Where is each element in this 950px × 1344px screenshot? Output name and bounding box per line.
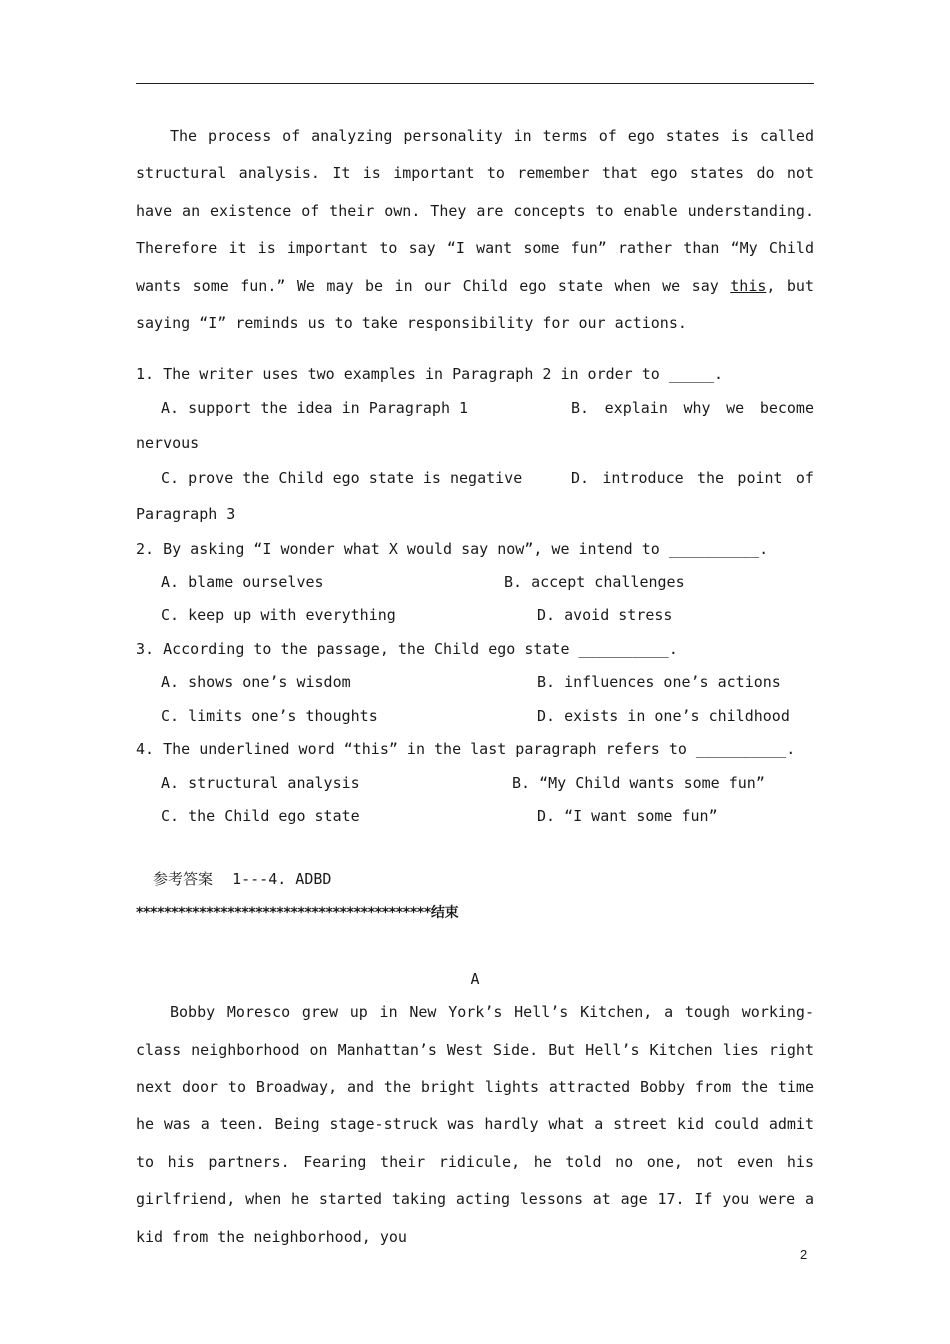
q2-option-d: D. avoid stress xyxy=(537,606,673,625)
q4-option-c: C. the Child ego state xyxy=(161,806,360,825)
q3-option-d: D. exists in one’s childhood xyxy=(537,706,790,725)
q3-option-a: A. shows one’s wisdom xyxy=(161,673,351,692)
answer-key xyxy=(136,863,814,896)
question-3-stem: 3. According to the passage, the Child ego state __________. xyxy=(136,639,678,658)
question-1-stem: 1. The writer uses two examples in Paragraph 2 in order to _____. xyxy=(136,365,723,384)
question-4-row-cd xyxy=(136,800,814,833)
q4-option-b: B. “My Child wants some fun” xyxy=(512,773,765,792)
question-1-row-cd xyxy=(136,462,814,495)
q1-option-d-wrap: Paragraph 3 xyxy=(136,504,236,523)
passage-title: A xyxy=(470,970,480,989)
q3-option-c: C. limits one’s thoughts xyxy=(161,706,378,725)
question-list xyxy=(136,358,814,833)
question-1-row-ab xyxy=(136,392,814,425)
q2-option-a: A. blame ourselves xyxy=(161,573,324,592)
document-page xyxy=(136,118,814,1256)
answer-key-value: 1---4. ADBD xyxy=(232,870,332,889)
q1-option-a: A. support the idea in Paragraph 1 xyxy=(161,398,469,417)
next-passage-paragraph xyxy=(136,994,814,1256)
answer-key-label: 参考答案 xyxy=(153,870,214,889)
q1-option-c: C. prove the Child ego state is negative xyxy=(161,469,523,488)
underlined-word: this xyxy=(730,276,767,295)
question-2-stem: 2. By asking “I wonder what X would say now”, we intend to __________. xyxy=(136,539,769,558)
page-number: 2 xyxy=(800,1247,808,1262)
q3-option-b: B. influences one’s actions xyxy=(537,673,781,692)
passage-paragraph xyxy=(136,118,814,342)
q1-option-b: B. explain why we become xyxy=(571,398,814,417)
q4-option-a: A. structural analysis xyxy=(161,773,360,792)
q1-option-b-wrap: nervous xyxy=(136,434,200,453)
passage-text-end: , but saying “I” reminds us to take responsibility for our actions. xyxy=(136,276,814,333)
question-4-row-ab xyxy=(136,767,814,800)
question-4-stem: 4. The underlined word “this” in the last paragraph refers to __________. xyxy=(136,740,796,759)
end-marker: ******************************************结束 xyxy=(136,904,459,921)
q1-option-d: D. introduce the point of xyxy=(571,469,814,488)
q4-option-d: D. “I want some fun” xyxy=(537,806,718,825)
header-rule xyxy=(136,83,814,84)
passage-text: The process of analyzing personality in terms of ego states is called structural analysis. It is important to remember that ego states do not have an existence of their own. They are concepts to enable understanding. Therefore it is important to say “I want some fun” rather than “My Child wants some fun.” We may be in our Child ego state when we say xyxy=(136,127,814,295)
next-passage-text: Bobby Moresco grew up in New York’s Hell’s Kitchen, a tough working-class neighborhood on Manhattan’s West Side. But Hell’s Kitchen lies right next door to Broadway, and the bright lights attracted Bobby from the time he was a teen. Being stage-struck was hardly what a street kid could admit to his partners. Fearing their ridicule, he told no one, not even his girlfriend, when he started taking acting lessons at age 17. If you were a kid from the neighborhood, you xyxy=(136,1003,814,1246)
question-2-row-cd xyxy=(136,599,814,632)
q2-option-b: B. accept challenges xyxy=(504,573,685,592)
q2-option-c: C. keep up with everything xyxy=(161,606,396,625)
question-2-row-ab xyxy=(136,566,814,599)
question-3-row-ab xyxy=(136,666,814,699)
question-3-row-cd xyxy=(136,700,814,733)
